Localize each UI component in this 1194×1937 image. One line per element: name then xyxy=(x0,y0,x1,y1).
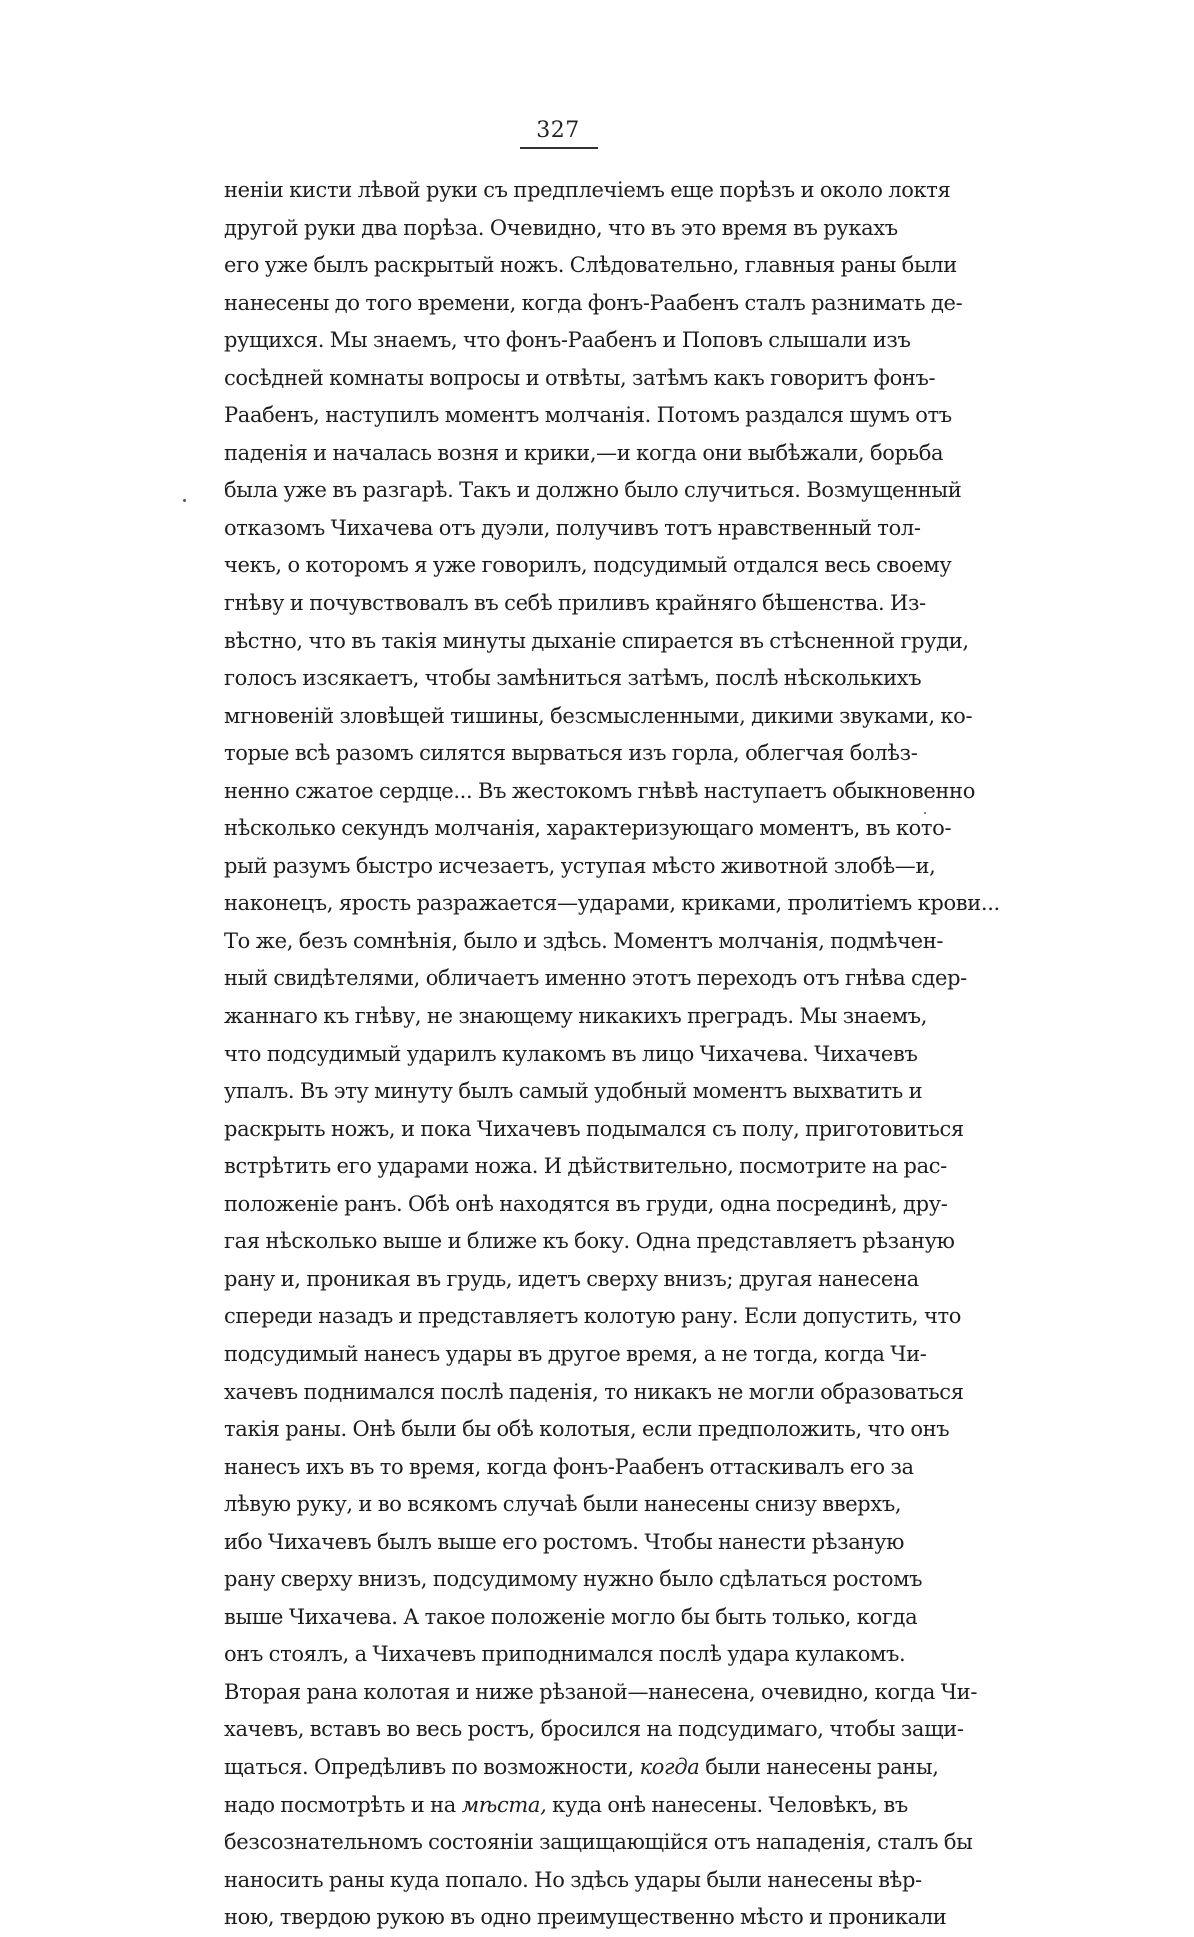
text-line: наносить раны куда попало. Но здѣсь удары были нанесены вѣр- xyxy=(224,1867,922,1892)
text-line: другой руки два порѣза. Очевидно, что въ это время въ рукахъ xyxy=(224,215,898,240)
text-line: вѣстно, что въ такія минуты дыханіе спирается въ стѣсненной груди, xyxy=(224,628,969,653)
text-line: ною, твердою рукою въ одно преимущественно мѣсто и проникали xyxy=(224,1905,947,1930)
text-line: рану сверху внизъ, подсудимому нужно было сдѣлаться ростомъ xyxy=(224,1567,923,1592)
text-line: хачевъ, вставъ во весь ростъ, бросился на подсудимаго, чтобы защи- xyxy=(224,1717,964,1742)
text-line: встрѣтить его ударами ножа. И дѣйствительно, посмотрите на рас- xyxy=(224,1154,947,1179)
text-line: его уже былъ раскрытый ножъ. Слѣдовательно, главныя раны были xyxy=(224,253,957,278)
page-number-underline xyxy=(520,147,598,149)
text-line: То же, безъ сомнѣнія, было и здѣсь. Моментъ молчанія, подмѣчен- xyxy=(224,928,944,953)
text-line: нанесены до того времени, когда фонъ-Раабенъ сталъ разнимать де- xyxy=(224,290,963,315)
text-line: гнѣву и почувствовалъ въ себѣ приливъ крайняго бѣшенства. Из- xyxy=(224,591,926,616)
text-line: была уже въ разгарѣ. Такъ и должно было случиться. Возмущенный xyxy=(224,478,962,503)
text-line xyxy=(224,1749,939,1787)
text-line: такія раны. Онѣ были бы обѣ колотыя, если предположить, что онъ xyxy=(224,1417,950,1442)
text-line: онъ стоялъ, а Чихачевъ приподнимался послѣ удара кулакомъ. xyxy=(224,1642,906,1667)
text-line: хачевъ поднимался послѣ паденія, то никакъ не могли образоваться xyxy=(224,1379,964,1404)
text-line: нанесъ ихъ въ то время, когда фонъ-Раабенъ оттаскивалъ его за xyxy=(224,1454,914,1479)
text-line: рый разумъ быстро исчезаетъ, уступая мѣсто животной злобѣ—и, xyxy=(224,853,936,878)
text-line: ный свидѣтелями, обличаетъ именно этотъ переходъ отъ гнѣва сдер- xyxy=(224,966,967,991)
text-line: мгновеній зловѣщей тишины, безсмысленными, дикими звуками, ко- xyxy=(224,703,973,728)
print-speck xyxy=(924,812,926,814)
text-line: чекъ, о которомъ я уже говорилъ, подсудимый отдался весь своему xyxy=(224,553,952,578)
text-line: положеніе ранъ. Обѣ онѣ находятся въ груди, одна посрединѣ, дру- xyxy=(224,1191,948,1216)
text-line: гая нѣсколько выше и ближе къ боку. Одна представляетъ рѣзаную xyxy=(224,1229,955,1254)
text-line: безсознательномъ состояніи защищающійся отъ нападенія, сталъ бы xyxy=(224,1830,973,1855)
text-segment: куда онѣ нанесены. Человѣкъ, въ xyxy=(546,1792,908,1817)
text-segment: надо посмотрѣть и на xyxy=(224,1792,462,1817)
text-segment: щаться. Опредѣливъ по возможности, xyxy=(224,1754,640,1779)
text-line: отказомъ Чихачева отъ дуэли, получивъ тотъ нравственный тол- xyxy=(224,515,921,540)
text-line: торые всѣ разомъ силятся вырваться изъ горла, облегчая болѣз- xyxy=(224,741,918,766)
text-line: неніи кисти лѣвой руки съ предплечіемъ еще порѣзъ и около локтя xyxy=(224,178,951,202)
text-line: упалъ. Въ эту минуту былъ самый удобный моментъ выхватить и xyxy=(224,1079,923,1104)
text-line: подсудимый нанесъ удары въ другое время, а не тогда, когда Чи- xyxy=(224,1341,927,1366)
text-line: что подсудимый ударилъ кулакомъ въ лицо Чихачева. Чихачевъ xyxy=(224,1041,918,1066)
text-line: рущихся. Мы знаемъ, что фонъ-Раабенъ и Поповъ слышали изъ xyxy=(224,328,911,353)
page-body-text xyxy=(224,172,1000,1937)
print-speck xyxy=(183,499,186,502)
text-line: наконецъ, ярость разражается—ударами, криками, пролитіемъ крови... xyxy=(224,891,1000,916)
text-line: рану и, проникая въ грудь, идетъ сверху внизъ; другая нанесена xyxy=(224,1266,919,1291)
text-line: выше Чихачева. А такое положеніе могло бы быть только, когда xyxy=(224,1604,918,1629)
text-segment: были нанесены раны, xyxy=(699,1754,939,1779)
text-line: ибо Чихачевъ былъ выше его ростомъ. Чтобы нанести рѣзаную xyxy=(224,1529,905,1554)
text-line: Раабенъ, наступилъ моментъ молчанія. Потомъ раздался шумъ отъ xyxy=(224,403,952,428)
text-line: нѣсколько секундъ молчанія, характеризующаго моментъ, въ кото- xyxy=(224,816,952,841)
page-number: 327 xyxy=(536,118,580,143)
text-line xyxy=(224,1787,908,1825)
italic-emphasis: когда xyxy=(639,1754,700,1779)
text-line: паденія и началась возня и крики,—и когда они выбѣжали, борьба xyxy=(224,440,944,465)
text-line: сосѣдней комнаты вопросы и отвѣты, затѣмъ какъ говоритъ фонъ- xyxy=(224,365,936,390)
text-line: лѣвую руку, и во всякомъ случаѣ были нанесены снизу вверхъ, xyxy=(224,1492,902,1517)
text-line: спереди назадъ и представляетъ колотую рану. Если допустить, что xyxy=(224,1304,962,1329)
text-line: Вторая рана колотая и ниже рѣзаной—нанесена, очевидно, когда Чи- xyxy=(224,1679,978,1704)
text-line: раскрыть ножъ, и пока Чихачевъ подымался съ полу, приготовиться xyxy=(224,1116,964,1141)
italic-emphasis: мѣста, xyxy=(461,1792,547,1817)
text-line: ненно сжатое сердце... Въ жестокомъ гнѣвѣ наступаетъ обыкновенно xyxy=(224,778,975,803)
text-line: голосъ изсякаетъ, чтобы замѣниться затѣмъ, послѣ нѣсколькихъ xyxy=(224,666,922,691)
text-line: жаннаго къ гнѣву, не знающему никакихъ преградъ. Мы знаемъ, xyxy=(224,1004,928,1029)
